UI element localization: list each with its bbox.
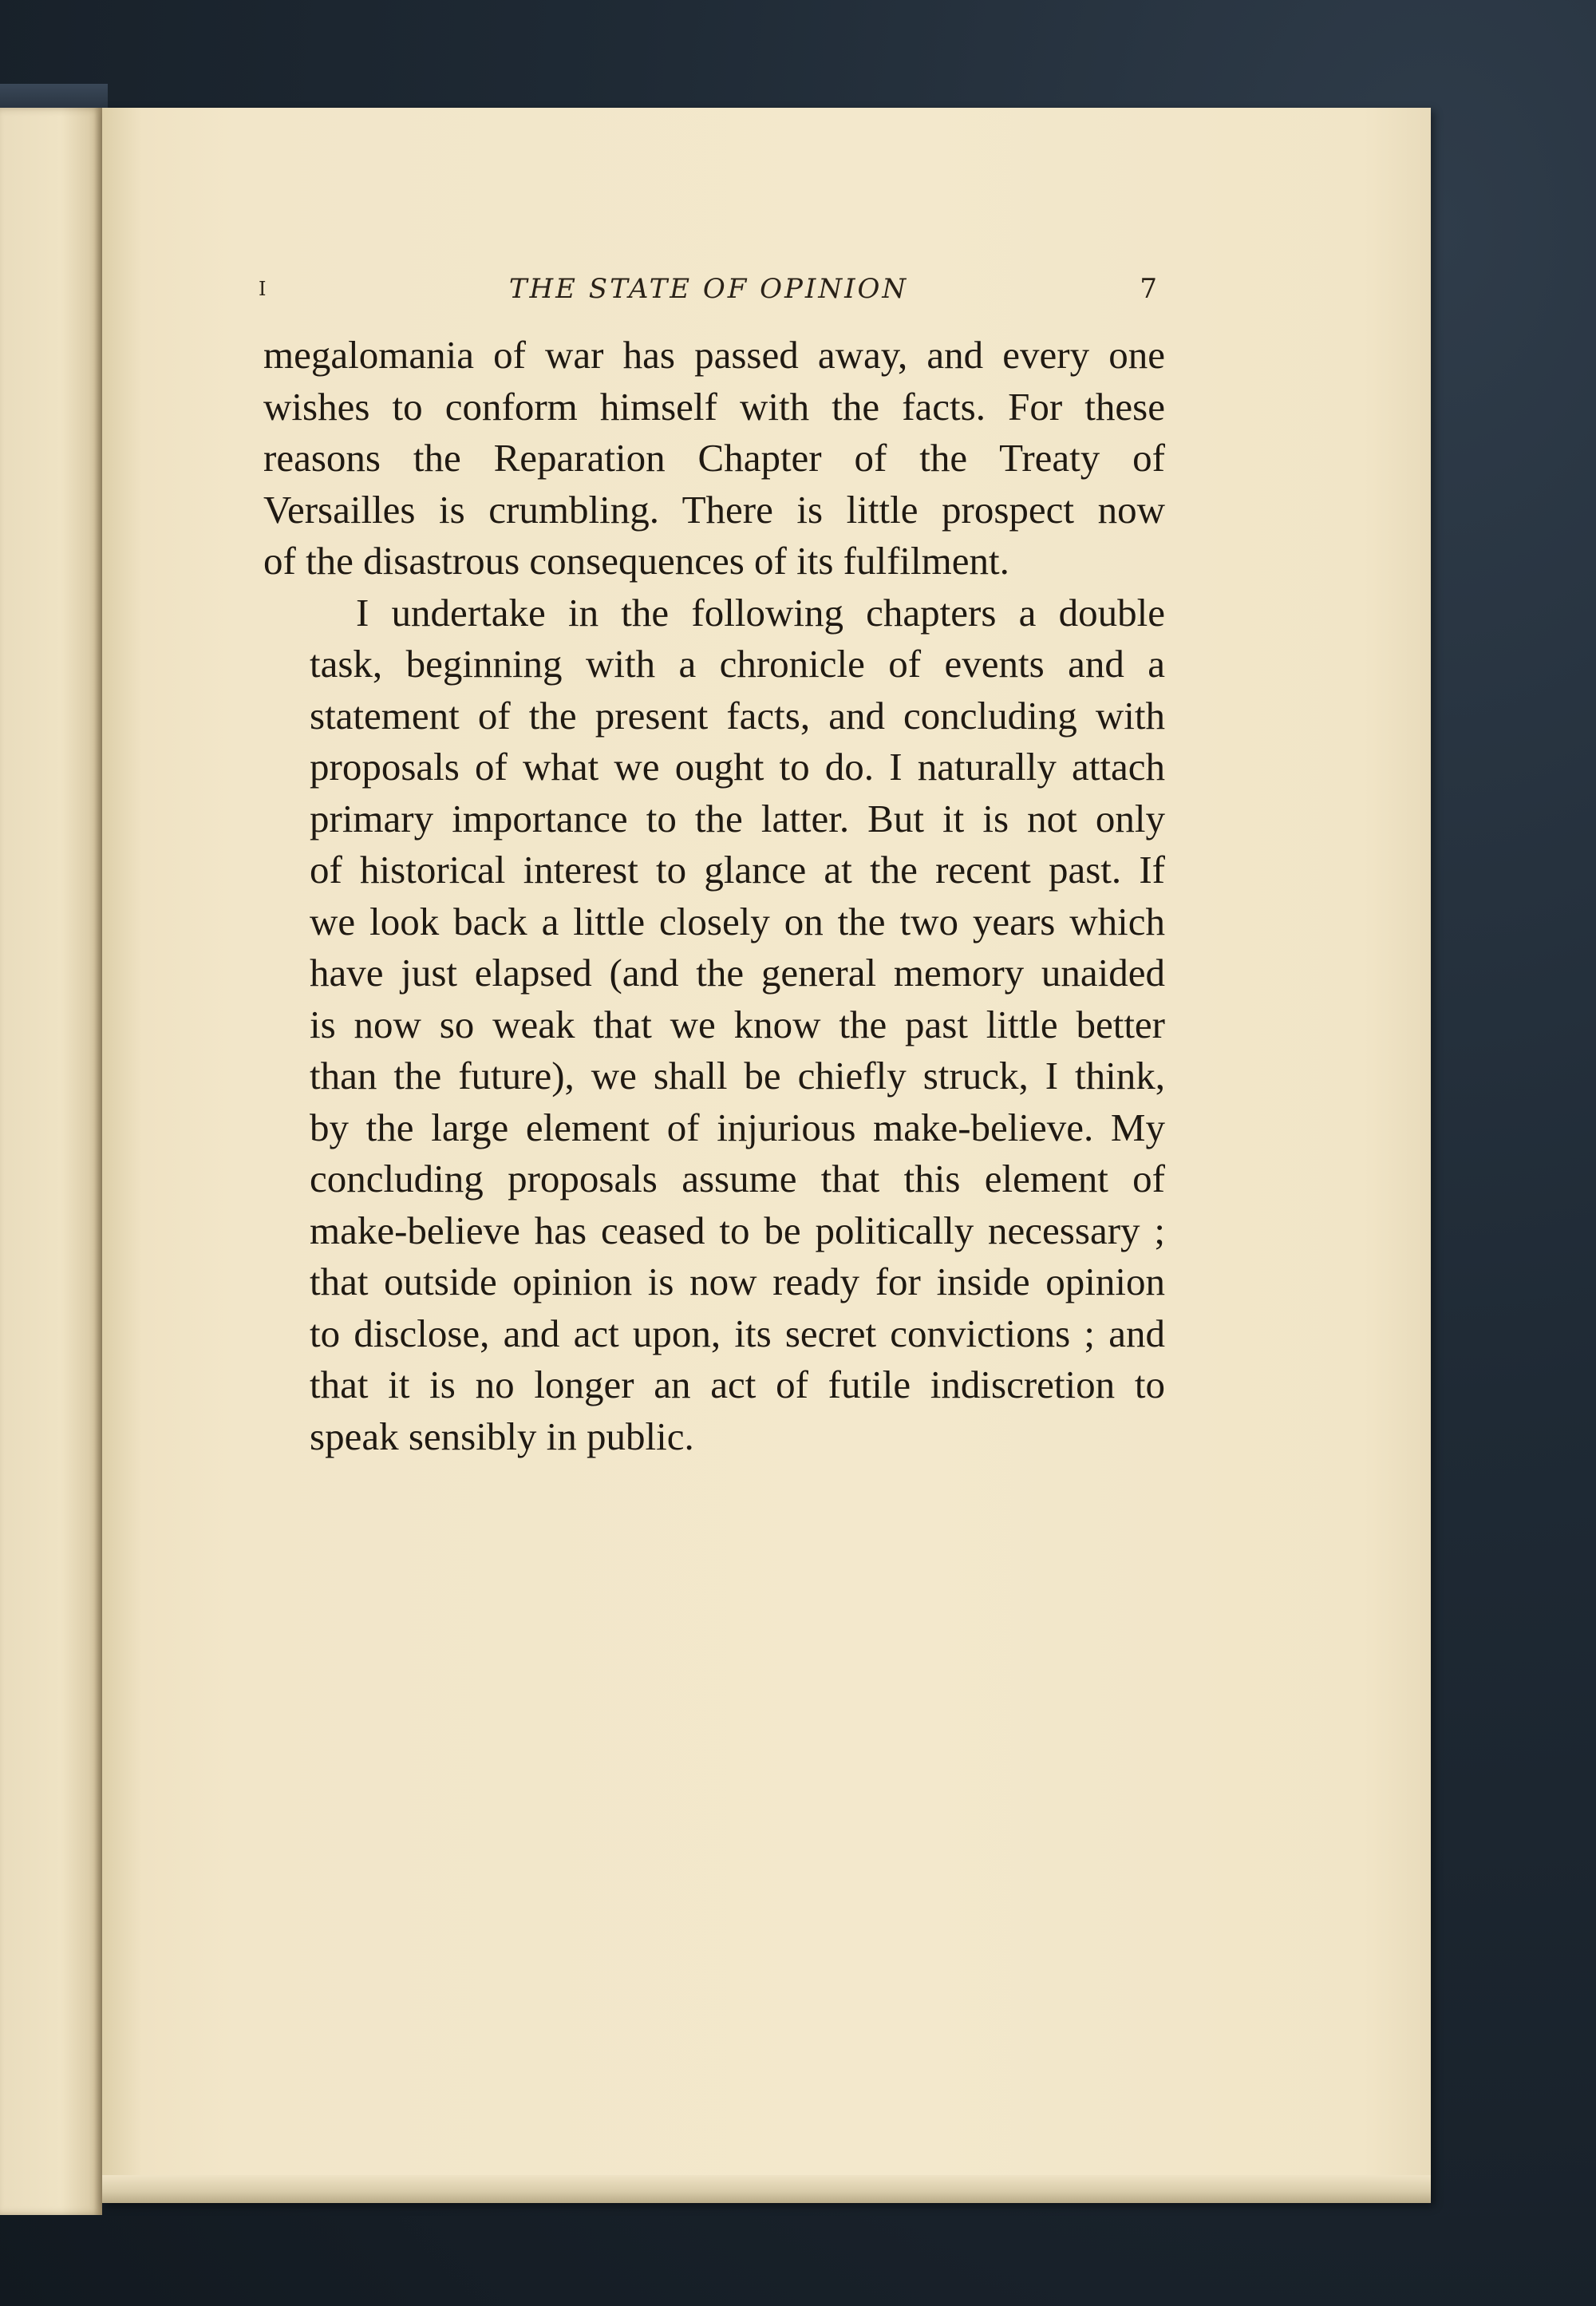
text-line: I undertake in the following chapters a double	[356, 590, 1165, 635]
text-line: make-believe has ceased to be politically necessary ;	[310, 1208, 1165, 1252]
text-line: reasons the Reparation Chapter of the Treaty of	[263, 436, 1165, 480]
text-line: that it is no longer an act of futile indiscretion to	[310, 1363, 1165, 1406]
text-line: proposals of what we ought to do. I naturally attach	[310, 745, 1165, 789]
text-line: Versailles is crumbling. There is little prospect now	[263, 487, 1165, 532]
text-line: speak sensibly in public.	[310, 1414, 694, 1458]
text-line: than the future), we shall be chiefly struck, I think,	[310, 1054, 1165, 1098]
text-line: statement of the present facts, and concluding with	[310, 693, 1165, 738]
body-text	[263, 330, 1165, 1462]
text-line: of the disastrous consequences of its fulfilment.	[263, 539, 1009, 583]
facing-page	[0, 108, 102, 2215]
left-cover-edge	[0, 84, 108, 108]
text-line: by the large element of injurious make-believe. My	[310, 1105, 1165, 1149]
text-line: task, beginning with a chronicle of events and a	[310, 642, 1165, 686]
text-line: we look back a little closely on the two years which	[310, 899, 1165, 943]
text-line: is now so weak that we know the past little better	[310, 1002, 1165, 1046]
running-head	[254, 271, 1163, 311]
text-line: have just elapsed (and the general memory unaided	[310, 951, 1165, 995]
paragraph-1	[263, 330, 1165, 587]
page-number: 7	[1140, 273, 1157, 305]
text-line: that outside opinion is now ready for inside opinion	[310, 1260, 1165, 1303]
chapter-number: I	[259, 278, 267, 300]
text-line: primary importance to the latter. But it is not only	[310, 796, 1165, 841]
text-line: wishes to conform himself with the facts. For these	[263, 384, 1165, 429]
running-title: THE STATE OF OPINION	[508, 273, 909, 305]
text-line: to disclose, and act upon, its secret convictions ; and	[310, 1311, 1165, 1355]
paragraph-2	[263, 587, 1165, 1463]
text-line: concluding proposals assume that this element of	[310, 1157, 1165, 1200]
page-bottom-edge	[102, 2175, 1431, 2203]
text-line: of historical interest to glance at the recent past. If	[310, 848, 1165, 892]
text-line: megalomania of war has passed away, and every one	[263, 333, 1165, 377]
